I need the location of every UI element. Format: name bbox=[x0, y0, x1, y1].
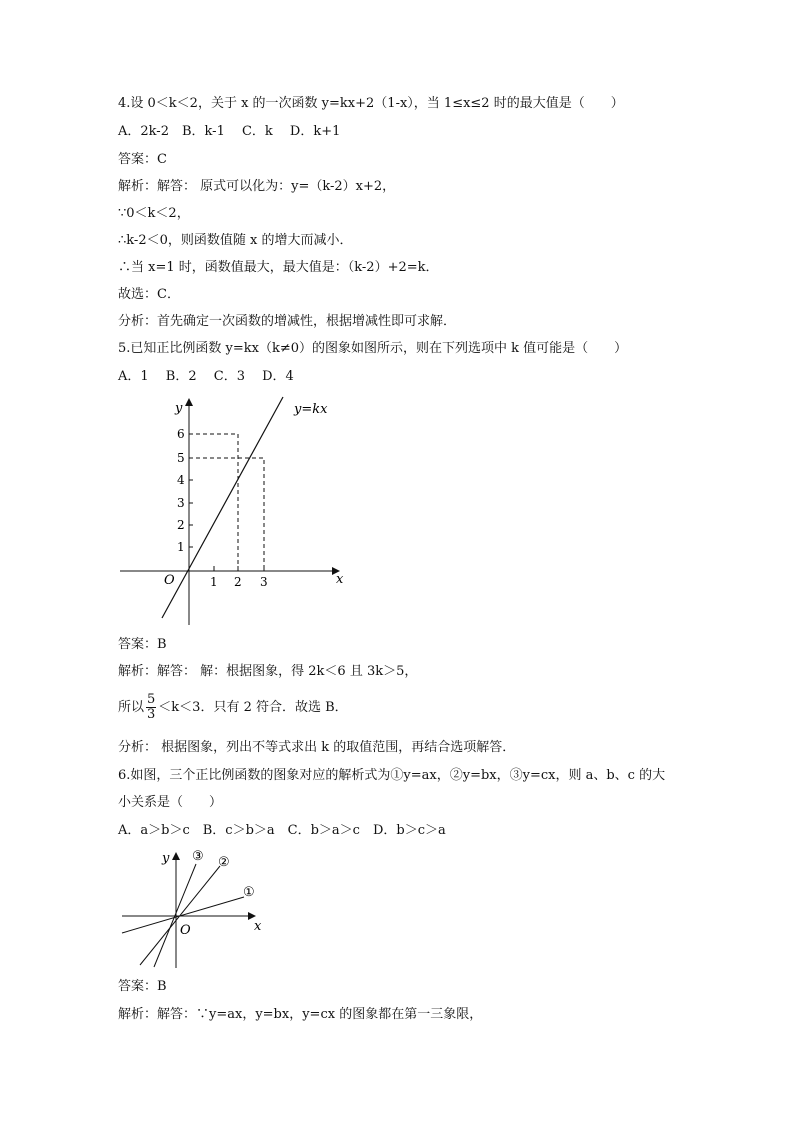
q5-y-tick-3: 3 bbox=[177, 496, 185, 510]
q5-graph bbox=[115, 392, 365, 632]
q5-y-axis-label: y bbox=[175, 401, 183, 416]
q6-y-axis-label: y bbox=[162, 851, 170, 866]
q4-analysis: 分析：首先确定一次函数的增减性，根据增减性即可求解． bbox=[118, 314, 457, 329]
q6-stem-line-2: 小关系是（ ） bbox=[118, 795, 223, 810]
q5-stem: 5.已知正比例函数 y=kx（k≠0）的图象如图所示，则在下列选项中 k 值可能是（ ） bbox=[118, 341, 628, 356]
q4-solution-line-3: ∴k-2＜0，则函数值随 x 的增大而减小． bbox=[118, 233, 353, 248]
q5-x-axis-label: x bbox=[336, 572, 344, 587]
q5-solution-line-2 bbox=[118, 692, 348, 724]
q6-origin-label: O bbox=[180, 923, 191, 938]
q5-solution-line-1: 解析：解答： 解：根据图象，得 2k＜6 且 3k＞5， bbox=[118, 664, 418, 679]
q6-graph bbox=[115, 845, 275, 975]
q5-line-label: y=kx bbox=[294, 402, 328, 417]
q6-label-2: ② bbox=[218, 855, 230, 870]
q6-y-arrow bbox=[172, 852, 180, 860]
q5-solution-suffix: ＜k＜3．只有 2 符合．故选 B． bbox=[158, 700, 348, 715]
q5-analysis: 分析： 根据图象，列出不等式求出 k 的取值范围，再结合选项解答． bbox=[118, 740, 516, 755]
q5-fraction bbox=[146, 693, 156, 722]
q5-x-tick-2: 2 bbox=[234, 575, 242, 589]
q6-options: A．a＞b＞c B．c＞b＞a C．b＞a＞c D．b＞c＞a bbox=[118, 823, 446, 838]
q5-y-tick-5: 5 bbox=[177, 451, 185, 465]
q6-label-1: ① bbox=[243, 885, 255, 900]
q4-solution-line-2: ∵0＜k＜2， bbox=[118, 206, 190, 221]
q5-dashed-guide-3-5 bbox=[189, 458, 264, 571]
q5-answer: 答案：B bbox=[118, 637, 167, 652]
q5-fraction-numerator: 5 bbox=[147, 692, 156, 707]
q4-solution-line-1: 解析：解答： 原式可以化为：y=（k-2）x+2， bbox=[118, 179, 396, 194]
q6-answer: 答案：B bbox=[118, 979, 167, 994]
q5-x-tick-3: 3 bbox=[260, 575, 268, 589]
q4-solution-line-4: ∴当 x=1 时，函数值最大，最大值是：（k-2）+2=k． bbox=[118, 260, 439, 275]
q4-answer: 答案：C bbox=[118, 152, 167, 167]
q5-y-tick-1: 1 bbox=[177, 540, 185, 554]
q5-y-tick-4: 4 bbox=[177, 473, 185, 487]
q6-label-3: ③ bbox=[192, 849, 204, 864]
q5-y-tick-6: 6 bbox=[177, 427, 185, 441]
q5-y-arrow bbox=[185, 398, 193, 406]
q4-solution-line-5: 故选：C． bbox=[118, 287, 180, 302]
q4-options: A．2k-2 B．k-1 C．k D．k+1 bbox=[118, 124, 341, 139]
q5-solution-prefix: 所以 bbox=[118, 700, 145, 715]
q5-origin-label: O bbox=[164, 573, 175, 588]
q4-stem: 4.设 0＜k＜2，关于 x 的一次函数 y=kx+2（1-x），当 1≤x≤2 时的最大值是（ ） bbox=[118, 96, 624, 111]
q5-y-tick-2: 2 bbox=[177, 518, 185, 532]
q6-x-axis-label: x bbox=[254, 919, 262, 934]
q5-fraction-denominator: 3 bbox=[147, 707, 156, 722]
q5-dashed-guide-2-6 bbox=[189, 434, 238, 571]
q6-solution-line-1: 解析：解答：∵y=ax，y=bx，y=cx 的图象都在第一三象限， bbox=[118, 1007, 483, 1022]
q5-x-tick-1: 1 bbox=[210, 575, 218, 589]
q5-options: A．1 B．2 C．3 D．4 bbox=[118, 369, 294, 384]
q6-stem-line-1: 6.如图，三个正比例函数的图象对应的解析式为①y=ax，②y=bx，③y=cx，则 a、b、c 的大 bbox=[118, 768, 666, 783]
